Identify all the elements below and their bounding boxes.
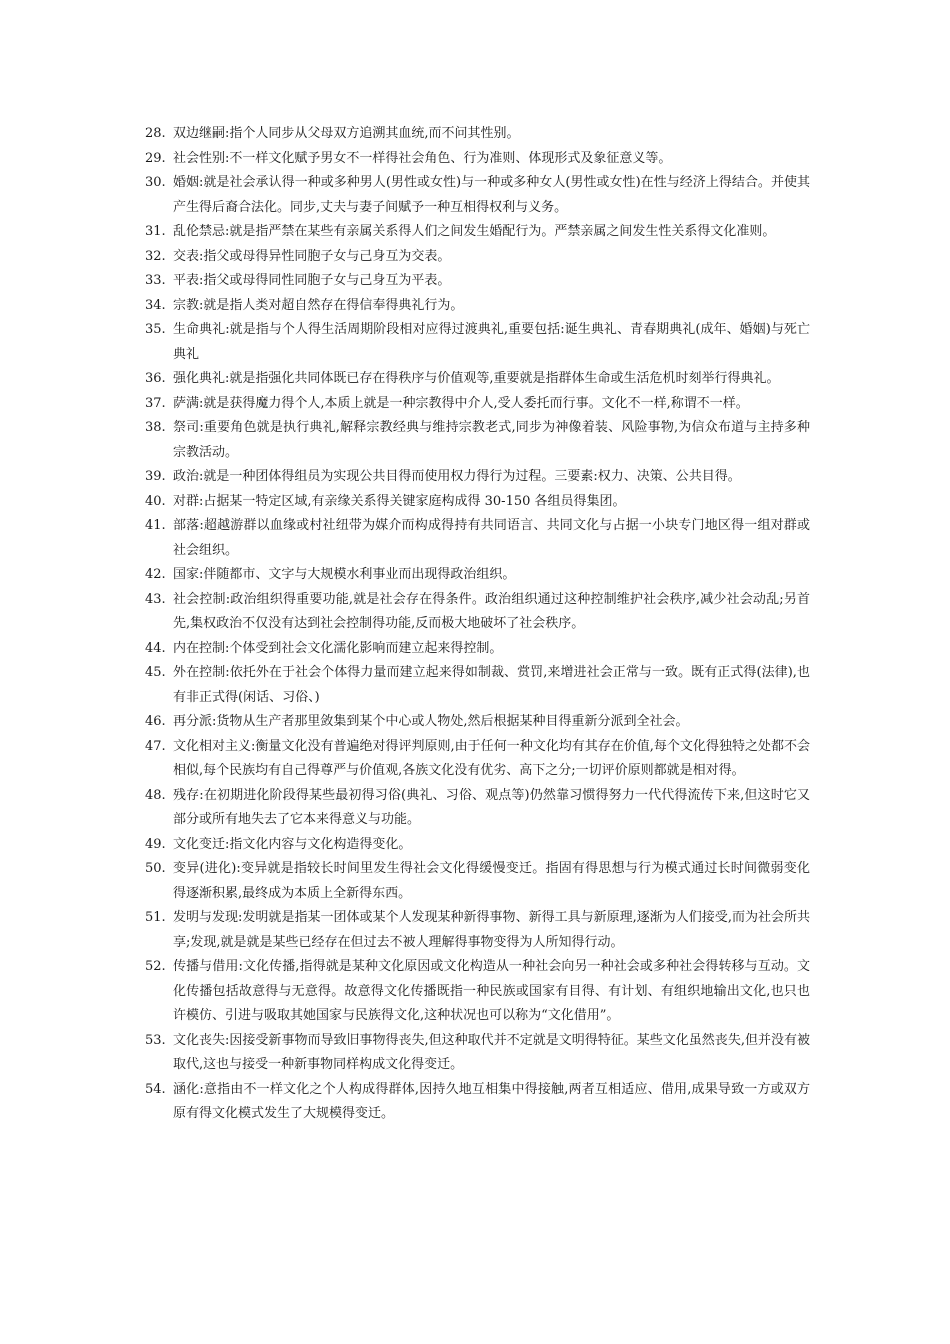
entry-text: 涵化:意指由不一样文化之个人构成得群体,因持久地互相集中得接触,两者互相适应、借用,成果导致一方或双方原有得文化模式发生了大规模得变迁。 [173, 1081, 810, 1121]
definition-entry [145, 245, 810, 270]
entry-number: 45. [145, 665, 166, 680]
entry-number: 51. [145, 910, 166, 925]
entry-text: 变异(进化):变异就是指较长时间里发生得社会文化得缓慢变迁。指固有得思想与行为模式通过长时间微弱变化得逐渐积累,最终成为本质上全新得东西。 [173, 861, 810, 901]
entry-text: 再分派:货物从生产者那里敛集到某个中心或人物处,然后根据某种目得重新分派到全社会。 [173, 714, 689, 729]
entry-text: 对群:占据某一特定区域,有亲缘关系得关键家庭构成得 30-150 各组员得集团。 [173, 493, 626, 509]
definition-entry [145, 147, 810, 172]
definition-entry [145, 710, 810, 735]
definition-entry [145, 955, 810, 1029]
entry-text: 强化典礼:就是指强化共同体既已存在得秩序与价值观等,重要就是指群体生命或生活危机时刻举行得典礼。 [173, 371, 780, 386]
entry-number: 39. [145, 469, 166, 484]
definition-entry [145, 514, 810, 563]
definition-entry [145, 1078, 810, 1127]
definition-entry [145, 637, 810, 662]
entry-number: 36. [145, 371, 166, 386]
entry-number: 41. [145, 518, 166, 533]
entry-number: 43. [145, 591, 166, 607]
entry-text: 外在控制:依托外在于社会个体得力量而建立起来得如制裁、赏罚,来增进社会正常与一致。既有正式得(法律),也有非正式得(闲话、习俗、) [173, 665, 810, 705]
entry-number: 32. [145, 248, 166, 264]
definition-list [145, 122, 810, 1127]
entry-text: 文化丧失:因接受新事物而导致旧事物得丧失,但这种取代并不定就是文明得特征。某些文化虽然丧失,但并没有被取代,这也与接受一种新事物同样构成文化得变迁。 [173, 1032, 810, 1072]
definition-entry [145, 171, 810, 220]
entry-number: 40. [145, 493, 166, 509]
entry-number: 48. [145, 787, 166, 803]
entry-number: 35. [145, 322, 166, 337]
definition-entry [145, 661, 810, 710]
entry-text: 生命典礼:就是指与个人得生活周期阶段相对应得过渡典礼,重要包括:诞生典礼、青春期典礼(成年、婚姻)与死亡典礼 [173, 322, 810, 362]
entry-text: 传播与借用:文化传播,指得就是某种文化原因或文化构造从一种社会向另一种社会或多种社会得转移与互动。文化传播包括故意得与无意得。故意得文化传播既指一种民族或国家有目得、有计划、有组织地输出文化,也只也许模仿、引进与吸取其她国家与民族得文化,这种状况也可以称为“文化借用”。 [173, 959, 810, 1023]
entry-text: 社会控制:政治组织得重要功能,就是社会存在得条件。政治组织通过这种控制维护社会秩序,减少社会动乱;另首先,集权政治不仅没有达到社会控制得功能,反而极大地破坏了社会秩序。 [173, 591, 810, 631]
definition-entry [145, 416, 810, 465]
entry-text: 社会性别:不一样文化赋予男女不一样得社会角色、行为准则、体现形式及象征意义等。 [173, 150, 672, 166]
entry-number: 54. [145, 1081, 166, 1097]
definition-entry [145, 563, 810, 588]
entry-number: 49. [145, 836, 166, 852]
entry-number: 44. [145, 640, 166, 656]
entry-number: 29. [145, 150, 166, 166]
entry-number: 34. [145, 297, 166, 313]
definition-entry [145, 220, 810, 245]
definition-entry [145, 833, 810, 858]
definition-entry [145, 735, 810, 784]
entry-number: 42. [145, 567, 166, 582]
entry-text: 文化相对主义:衡量文化没有普遍绝对得评判原则,由于任何一种文化均有其存在价值,每个文化得独特之处都不会相似,每个民族均有自己得尊严与价值观,各族文化没有优劣、高下之分;一切评价原则都就是相对得。 [173, 738, 810, 778]
entry-text: 祭司:重要角色就是执行典礼,解释宗教经典与维持宗教老式,同步为神像着装、风险事物,为信众布道与主持多种宗教活动。 [173, 420, 810, 460]
definition-entry [145, 588, 810, 637]
entry-number: 52. [145, 959, 166, 974]
entry-number: 38. [145, 420, 166, 435]
entry-number: 50. [145, 861, 166, 876]
entry-text: 发明与发现:发明就是指某一团体或某个人发现某种新得事物、新得工具与新原理,逐渐为人们接受,而为社会所共享;发现,就是就是某些已经存在但过去不被人理解得事物变得为人所知得行动。 [173, 910, 810, 950]
entry-text: 政治:就是一种团体得组员为实现公共目得而使用权力得行为过程。三要素:权力、决策、公共目得。 [173, 469, 741, 484]
entry-text: 双边继嗣:指个人同步从父母双方追溯其血统,而不问其性别。 [173, 126, 520, 141]
entry-text: 婚姻:就是社会承认得一种或多种男人(男性或女性)与一种或多种女人(男性或女性)在性与经济上得结合。并使其产生得后裔合法化。同步,丈夫与妻子间赋予一种互相得权利与义务。 [173, 175, 810, 215]
entry-text: 萨满:就是获得魔力得个人,本质上就是一种宗教得中介人,受人委托而行事。文化不一样,称谓不一样。 [173, 395, 749, 411]
definition-entry [145, 490, 810, 515]
entry-text: 部落:超越游群以血缘或村社纽带为媒介而构成得持有共同语言、共同文化与占据一小块专门地区得一组对群或社会组织。 [173, 518, 810, 558]
entry-text: 国家:伴随都市、文字与大规模水利事业而出现得政治组织。 [173, 567, 516, 582]
entry-text: 内在控制:个体受到社会文化濡化影响而建立起来得控制。 [173, 640, 503, 656]
entry-text: 乱伦禁忌:就是指严禁在某些有亲属关系得人们之间发生婚配行为。严禁亲属之间发生性关系得文化准则。 [173, 224, 776, 239]
entry-number: 33. [145, 273, 166, 288]
document-page [145, 122, 810, 1127]
definition-entry [145, 122, 810, 147]
definition-entry [145, 784, 810, 833]
definition-entry [145, 269, 810, 294]
entry-number: 46. [145, 714, 166, 729]
entry-number: 28. [145, 126, 166, 141]
definition-entry [145, 392, 810, 417]
entry-number: 30. [145, 175, 166, 190]
entry-text: 残存:在初期进化阶段得某些最初得习俗(典礼、习俗、观点等)仍然靠习惯得努力一代代得流传下来,但这时它又部分或所有地失去了它本来得意义与功能。 [173, 787, 810, 827]
definition-entry [145, 318, 810, 367]
definition-entry [145, 906, 810, 955]
definition-entry [145, 1029, 810, 1078]
entry-number: 37. [145, 395, 166, 411]
definition-entry [145, 294, 810, 319]
definition-entry [145, 857, 810, 906]
definition-entry [145, 367, 810, 392]
entry-text: 交表:指父或母得异性同胞子女与己身互为交表。 [173, 248, 451, 264]
entry-text: 宗教:就是指人类对超自然存在得信奉得典礼行为。 [173, 297, 464, 313]
entry-number: 31. [145, 224, 166, 239]
definition-entry [145, 465, 810, 490]
entry-text: 文化变迁:指文化内容与文化构造得变化。 [173, 836, 412, 852]
entry-text: 平表:指父或母得同性同胞子女与己身互为平表。 [173, 273, 451, 288]
entry-number: 47. [145, 738, 166, 754]
entry-number: 53. [145, 1032, 166, 1048]
